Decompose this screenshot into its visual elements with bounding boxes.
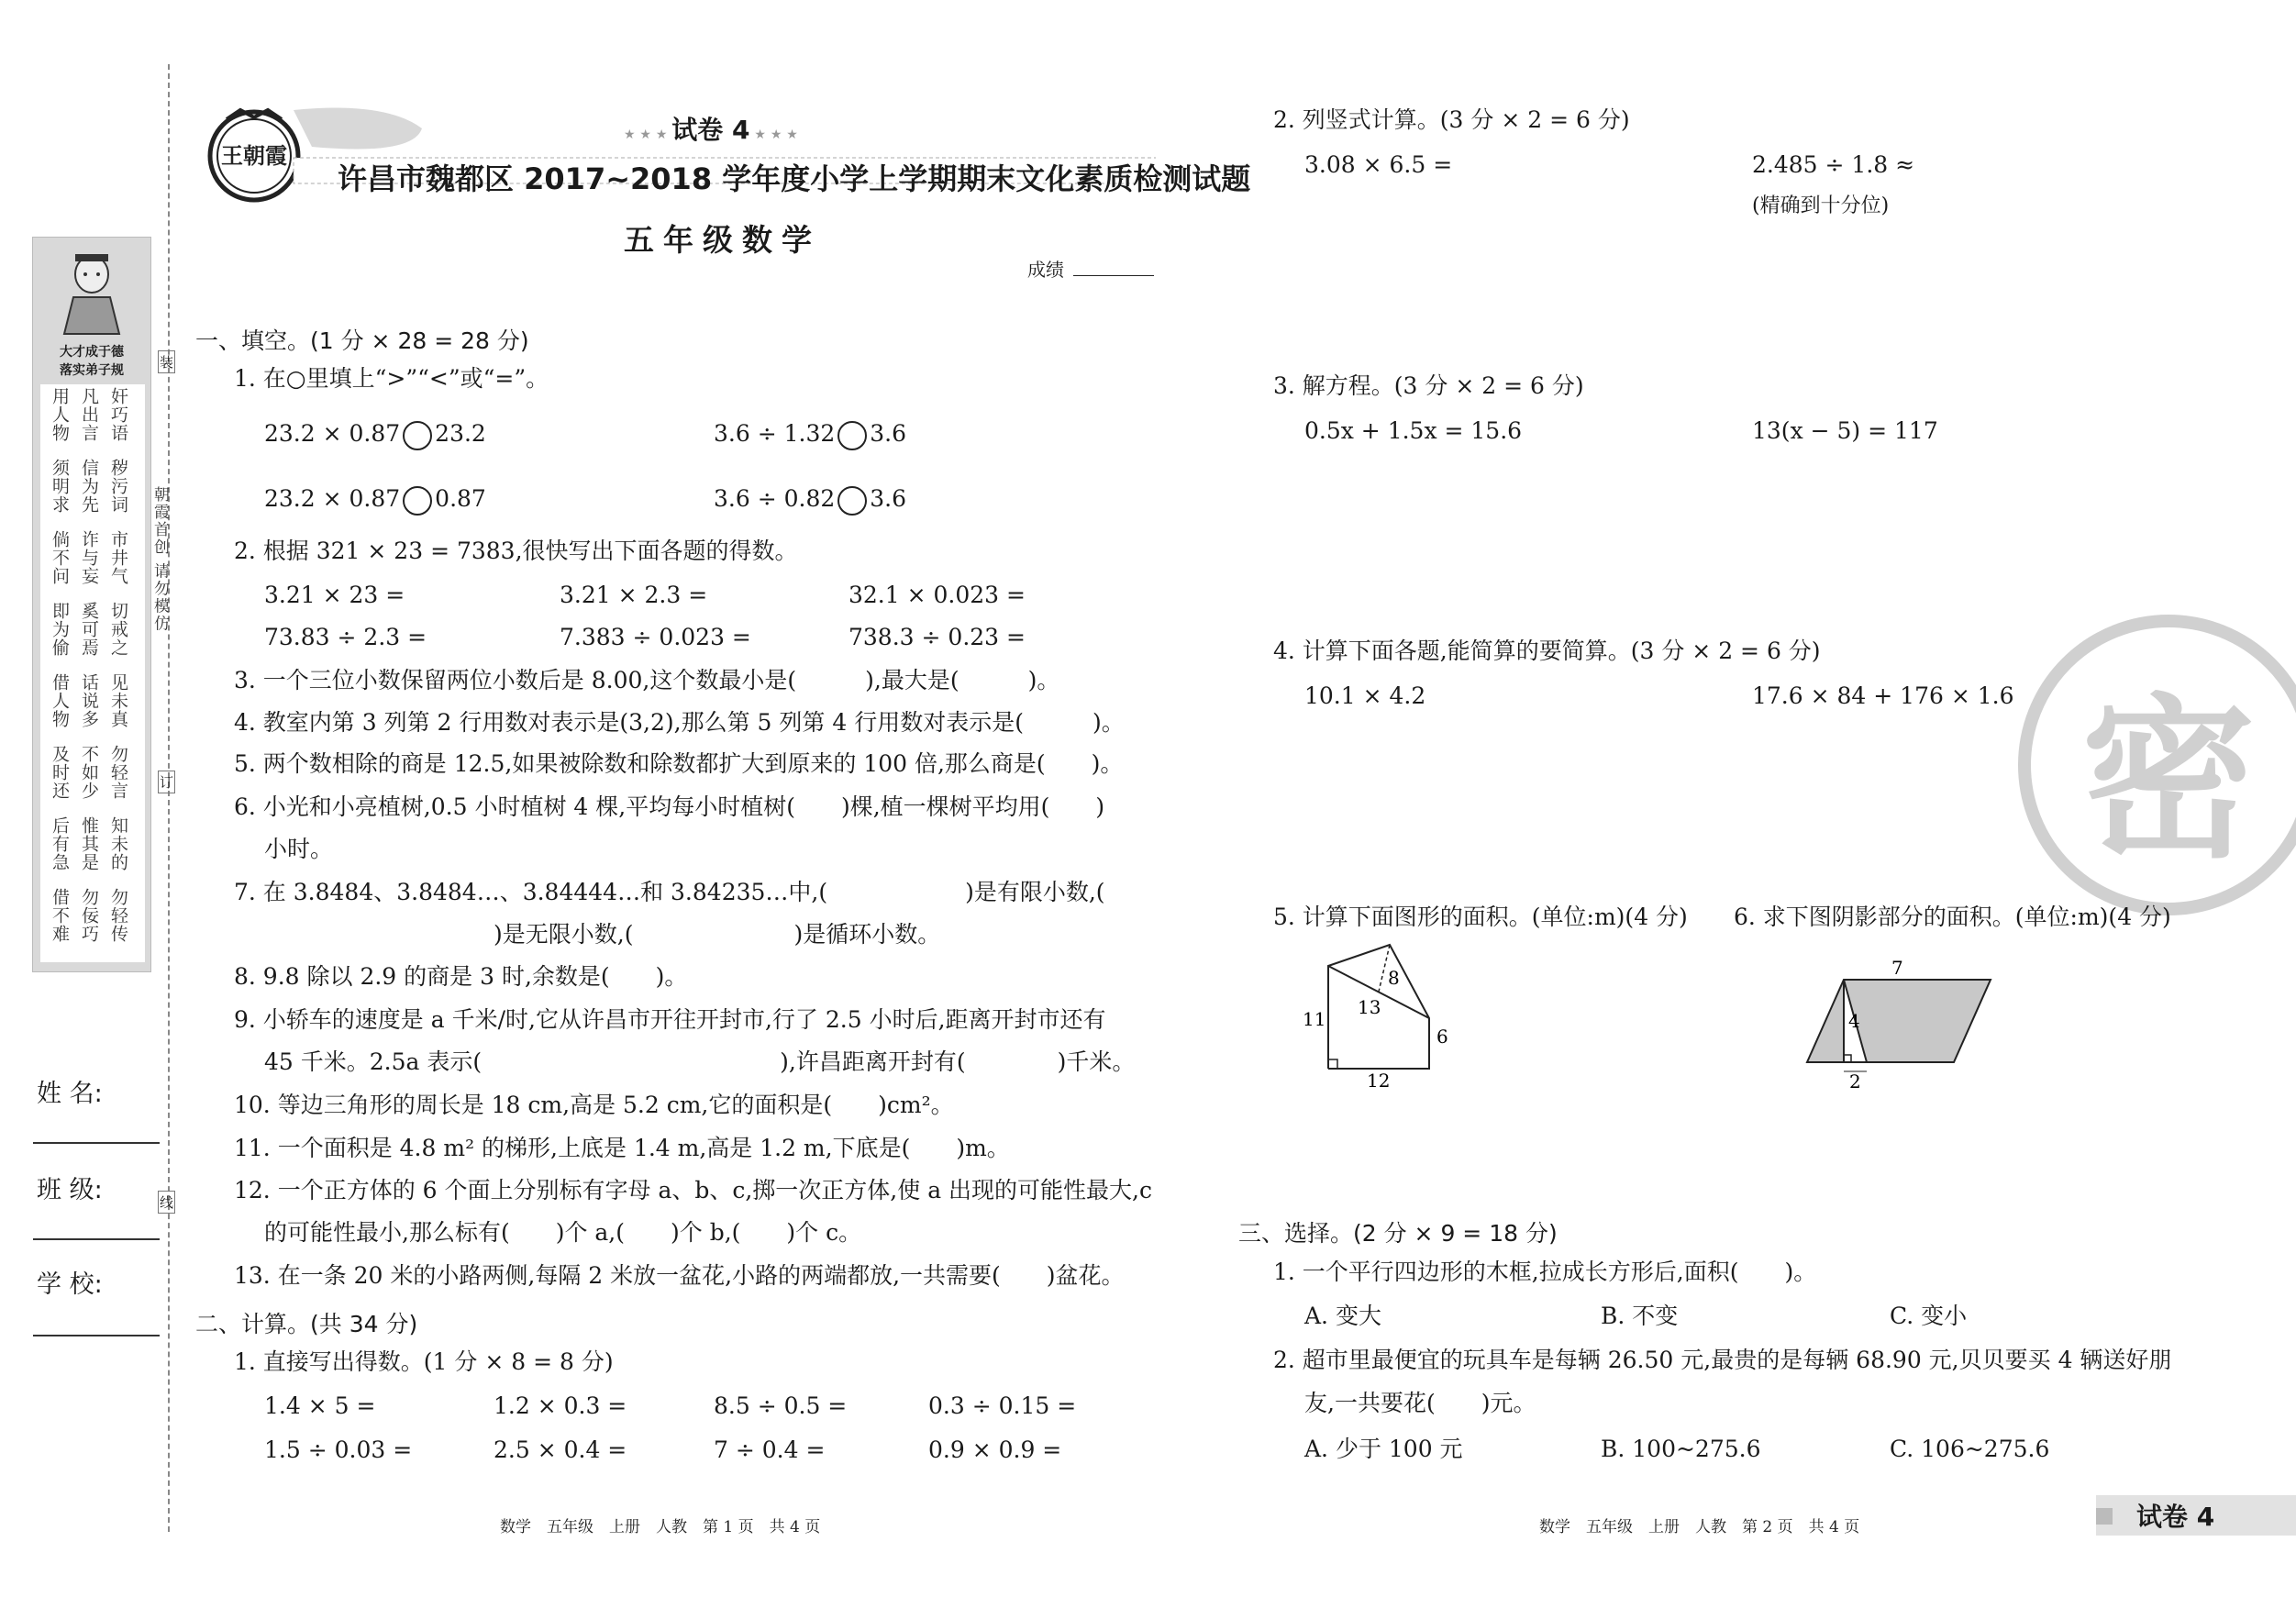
motto-line: 及时还 xyxy=(50,745,70,800)
s3-q1-option[interactable]: C. 变小 xyxy=(1890,1303,1968,1329)
fig2-label: 4 xyxy=(1848,1010,1860,1032)
motto-line: 须明求 xyxy=(50,459,70,514)
motto-top2: 落实弟子规 xyxy=(60,363,124,378)
score-label: 成绩 xyxy=(1027,259,1064,281)
name-field[interactable] xyxy=(33,1142,160,1144)
q1-item-2: 3.6 ÷ 1.32 3.6 xyxy=(714,420,906,450)
class-label: 班 级: xyxy=(37,1176,103,1204)
s2-q1-item: 7 ÷ 0.4 = xyxy=(714,1436,826,1463)
school-label: 学 校: xyxy=(37,1270,103,1299)
q4: 4. 教室内第 3 列第 2 行用数对表示是(3,2),那么第 5 列第 4 行用数对表示是( )。 xyxy=(234,709,1125,736)
fig2-label: 2 xyxy=(1849,1070,1861,1092)
footer-left: 数学 五年级 上册 人教 第 1 页 共 4 页 xyxy=(500,1518,821,1536)
side-note: 朝霞首创 请勿模仿 xyxy=(150,486,169,633)
q9-line2: 45 千米。2.5a 表示( ),许昌距离开封有( )千米。 xyxy=(264,1048,1136,1075)
school-field[interactable] xyxy=(33,1335,160,1336)
s2-q3-item: 13(x − 5) = 117 xyxy=(1752,417,1938,444)
logo-text: 王朝霞 xyxy=(221,142,287,169)
cut-mark-3: 线 xyxy=(158,1191,175,1214)
s2-q4-stem: 4. 计算下面各题,能简算的要简算。(3 分 × 2 = 6 分) xyxy=(1273,638,1821,664)
paper-badge: ★ ★ ★ 试卷 4 ★ ★ ★ xyxy=(624,115,798,145)
compare-circle[interactable] xyxy=(837,421,867,450)
motto-line: 话说多 xyxy=(79,673,99,728)
q1-stem: 1. 在○里填上“>”“<”或“=”。 xyxy=(234,365,549,392)
q2-stem: 2. 根据 321 × 23 = 7383,很快写出下面各题的得数。 xyxy=(234,538,798,564)
section1-title: 一、填空。(1 分 × 28 = 28 分) xyxy=(195,327,529,354)
fig1-label: 12 xyxy=(1367,1070,1391,1087)
s3-q2-option[interactable]: B. 100~275.6 xyxy=(1601,1436,1761,1462)
q2-item: 32.1 × 0.023 = xyxy=(849,582,1026,608)
s2-q1-stem: 1. 直接写出得数。(1 分 × 8 = 8 分) xyxy=(234,1348,614,1375)
s2-q1-item: 1.2 × 0.3 = xyxy=(494,1392,627,1419)
q2-item: 3.21 × 2.3 = xyxy=(560,582,708,608)
motto-line: 惟其是 xyxy=(79,816,99,871)
motto-line: 借人物 xyxy=(50,673,70,728)
motto-line: 勿佞巧 xyxy=(79,888,99,943)
motto-line: 信为先 xyxy=(79,459,99,514)
motto-line: 知未的 xyxy=(108,816,128,871)
s2-q1-item: 1.4 × 5 = xyxy=(264,1392,376,1419)
q1-item-1: 23.2 × 0.87 23.2 xyxy=(264,420,486,450)
motto-top: 大才成于德 xyxy=(60,345,124,360)
footer-badge: 试卷 4 xyxy=(2096,1495,2296,1536)
motto-line: 后有急 xyxy=(50,816,70,871)
s2-q1-item: 1.5 ÷ 0.03 = xyxy=(264,1436,413,1463)
q12-line1: 12. 一个正方体的 6 个面上分别标有字母 a、b、c,掷一次正方体,使 a 出现的可能性最大,c xyxy=(234,1177,1153,1203)
exam-title: 许昌市魏都区 2017~2018 学年度小学上学期期末文化素质检测试题 xyxy=(338,161,1251,196)
motto-line: 凡出言 xyxy=(79,387,99,442)
s2-q6: 6. 求下图阴影部分的面积。(单位:m)(4 分) xyxy=(1734,904,2171,930)
cut-mark-2: 订 xyxy=(158,771,175,793)
figure-parallelogram xyxy=(1798,954,2000,1092)
fig1-label: 13 xyxy=(1358,996,1381,1018)
class-field[interactable] xyxy=(33,1238,160,1240)
star-icon: ★ ★ ★ xyxy=(624,128,672,142)
motto-line: 倘不问 xyxy=(50,530,70,585)
motto-line: 借不难 xyxy=(50,888,70,943)
s2-q1-item: 0.9 × 0.9 = xyxy=(928,1436,1062,1463)
s2-q4-item: 17.6 × 84 + 176 × 1.6 xyxy=(1752,682,2014,709)
q11: 11. 一个面积是 4.8 m² 的梯形,上底是 1.4 m,高是 1.2 m,下底是( )m。 xyxy=(234,1135,1010,1161)
s2-q3-item: 0.5x + 1.5x = 15.6 xyxy=(1304,417,1523,444)
compare-circle[interactable] xyxy=(403,421,432,450)
s2-q2-item: 2.485 ÷ 1.8 ≈ xyxy=(1752,151,1915,178)
s3-q2-option[interactable]: A. 少于 100 元 xyxy=(1304,1436,1463,1462)
motto-line: 秽污词 xyxy=(108,459,128,514)
figure-composite xyxy=(1292,931,1457,1087)
fig2-label: 7 xyxy=(1891,957,1903,979)
s3-q2-option[interactable]: C. 106~275.6 xyxy=(1890,1436,2050,1462)
q6-line2: 小时。 xyxy=(264,836,334,862)
s2-q2-item: 3.08 × 6.5 = xyxy=(1304,151,1453,178)
s3-q1-option[interactable]: B. 不变 xyxy=(1601,1303,1679,1329)
motto-line: 不如少 xyxy=(79,745,99,800)
q9-line1: 9. 小轿车的速度是 a 千米/时,它从许昌市开往开封市,行了 2.5 小时后,距离开封市还有 xyxy=(234,1006,1106,1033)
q2-item: 73.83 ÷ 2.3 = xyxy=(264,624,427,650)
q1-item-4: 3.6 ÷ 0.82 3.6 xyxy=(714,485,906,516)
s3-q2-line1: 2. 超市里最便宜的玩具车是每辆 26.50 元,最贵的是每辆 68.90 元,贝贝要买 4 辆送好朋 xyxy=(1273,1347,2172,1373)
q8: 8. 9.8 除以 2.9 的商是 3 时,余数是( )。 xyxy=(234,963,688,990)
square-icon xyxy=(2096,1508,2113,1525)
motto-line: 即为偷 xyxy=(50,602,70,657)
motto-line: 用人物 xyxy=(50,387,70,442)
fig1-label: 11 xyxy=(1303,1008,1326,1030)
motto-line: 奚可焉 xyxy=(79,602,99,657)
motto-line: 勿轻言 xyxy=(108,745,128,800)
s3-q1-stem: 1. 一个平行四边形的木框,拉成长方形后,面积( )。 xyxy=(1273,1259,1817,1285)
motto-line: 切戒之 xyxy=(108,602,128,657)
motto-line: 见未真 xyxy=(108,673,128,728)
fig1-label: 6 xyxy=(1436,1026,1448,1048)
subject-title: 五年级数学 xyxy=(624,222,821,258)
q3: 3. 一个三位小数保留两位小数后是 8.00,这个数最小是( ),最大是( )。 xyxy=(234,667,1060,693)
motto-line: 勿轻传 xyxy=(108,888,128,943)
q6-line1: 6. 小光和小亮植树,0.5 小时植树 4 棵,平均每小时植树( )棵,植一棵树平均用( ) xyxy=(234,793,1105,820)
s2-q5: 5. 计算下面图形的面积。(单位:m)(4 分) xyxy=(1273,904,1688,930)
score-field[interactable] xyxy=(1073,275,1154,276)
q7-line2: )是无限小数,( )是循环小数。 xyxy=(494,921,941,948)
s2-q3-stem: 3. 解方程。(3 分 × 2 = 6 分) xyxy=(1273,372,1584,399)
motto-line: 奸巧语 xyxy=(108,387,128,442)
q7-line1: 7. 在 3.8484、3.8484…、3.84444…和 3.84235…中,( )是有限小数,( xyxy=(234,879,1105,905)
s2-q2-note: (精确到十分位) xyxy=(1752,194,1890,217)
scholar-figure-icon xyxy=(55,247,128,338)
section3-title: 三、选择。(2 分 × 9 = 18 分) xyxy=(1238,1220,1558,1247)
s2-q2-stem: 2. 列竖式计算。(3 分 × 2 = 6 分) xyxy=(1273,106,1630,133)
cut-mark-1: 装 xyxy=(158,350,175,373)
motto-line: 市井气 xyxy=(108,530,128,585)
q10: 10. 等边三角形的周长是 18 cm,高是 5.2 cm,它的面积是( )cm²。 xyxy=(234,1092,954,1118)
s2-q4-item: 10.1 × 4.2 xyxy=(1304,682,1426,709)
q2-item: 3.21 × 23 = xyxy=(264,582,405,608)
name-label: 姓 名: xyxy=(37,1080,103,1108)
fig1-label: 8 xyxy=(1388,967,1400,989)
s3-q1-option[interactable]: A. 变大 xyxy=(1304,1303,1381,1329)
compare-circle[interactable] xyxy=(837,486,867,516)
section2-title: 二、计算。(共 34 分) xyxy=(195,1311,418,1337)
footer-right: 数学 五年级 上册 人教 第 2 页 共 4 页 xyxy=(1539,1518,1860,1536)
s2-q1-item: 2.5 × 0.4 = xyxy=(494,1436,627,1463)
confidential-seal: 密 xyxy=(2018,615,2296,915)
q12-line2: 的可能性最小,那么标有( )个 a,( )个 b,( )个 c。 xyxy=(264,1219,862,1246)
s2-q1-item: 0.3 ÷ 0.15 = xyxy=(928,1392,1077,1419)
q1-item-3: 23.2 × 0.87 0.87 xyxy=(264,485,486,516)
compare-circle[interactable] xyxy=(403,486,432,516)
q2-item: 7.383 ÷ 0.023 = xyxy=(560,624,751,650)
binding-line xyxy=(168,64,170,1532)
q5: 5. 两个数相除的商是 12.5,如果被除数和除数都扩大到原来的 100 倍,那么商是( )。 xyxy=(234,750,1124,777)
motto-line: 诈与妄 xyxy=(79,530,99,585)
s2-q1-item: 8.5 ÷ 0.5 = xyxy=(714,1392,848,1419)
s3-q2-line2: 友,一共要花( )元。 xyxy=(1304,1390,1536,1416)
star-icon: ★ ★ ★ xyxy=(749,128,798,142)
q13: 13. 在一条 20 米的小路两侧,每隔 2 米放一盆花,小路的两端都放,一共需要( )盆花。 xyxy=(234,1262,1125,1289)
q2-item: 738.3 ÷ 0.23 = xyxy=(849,624,1026,650)
